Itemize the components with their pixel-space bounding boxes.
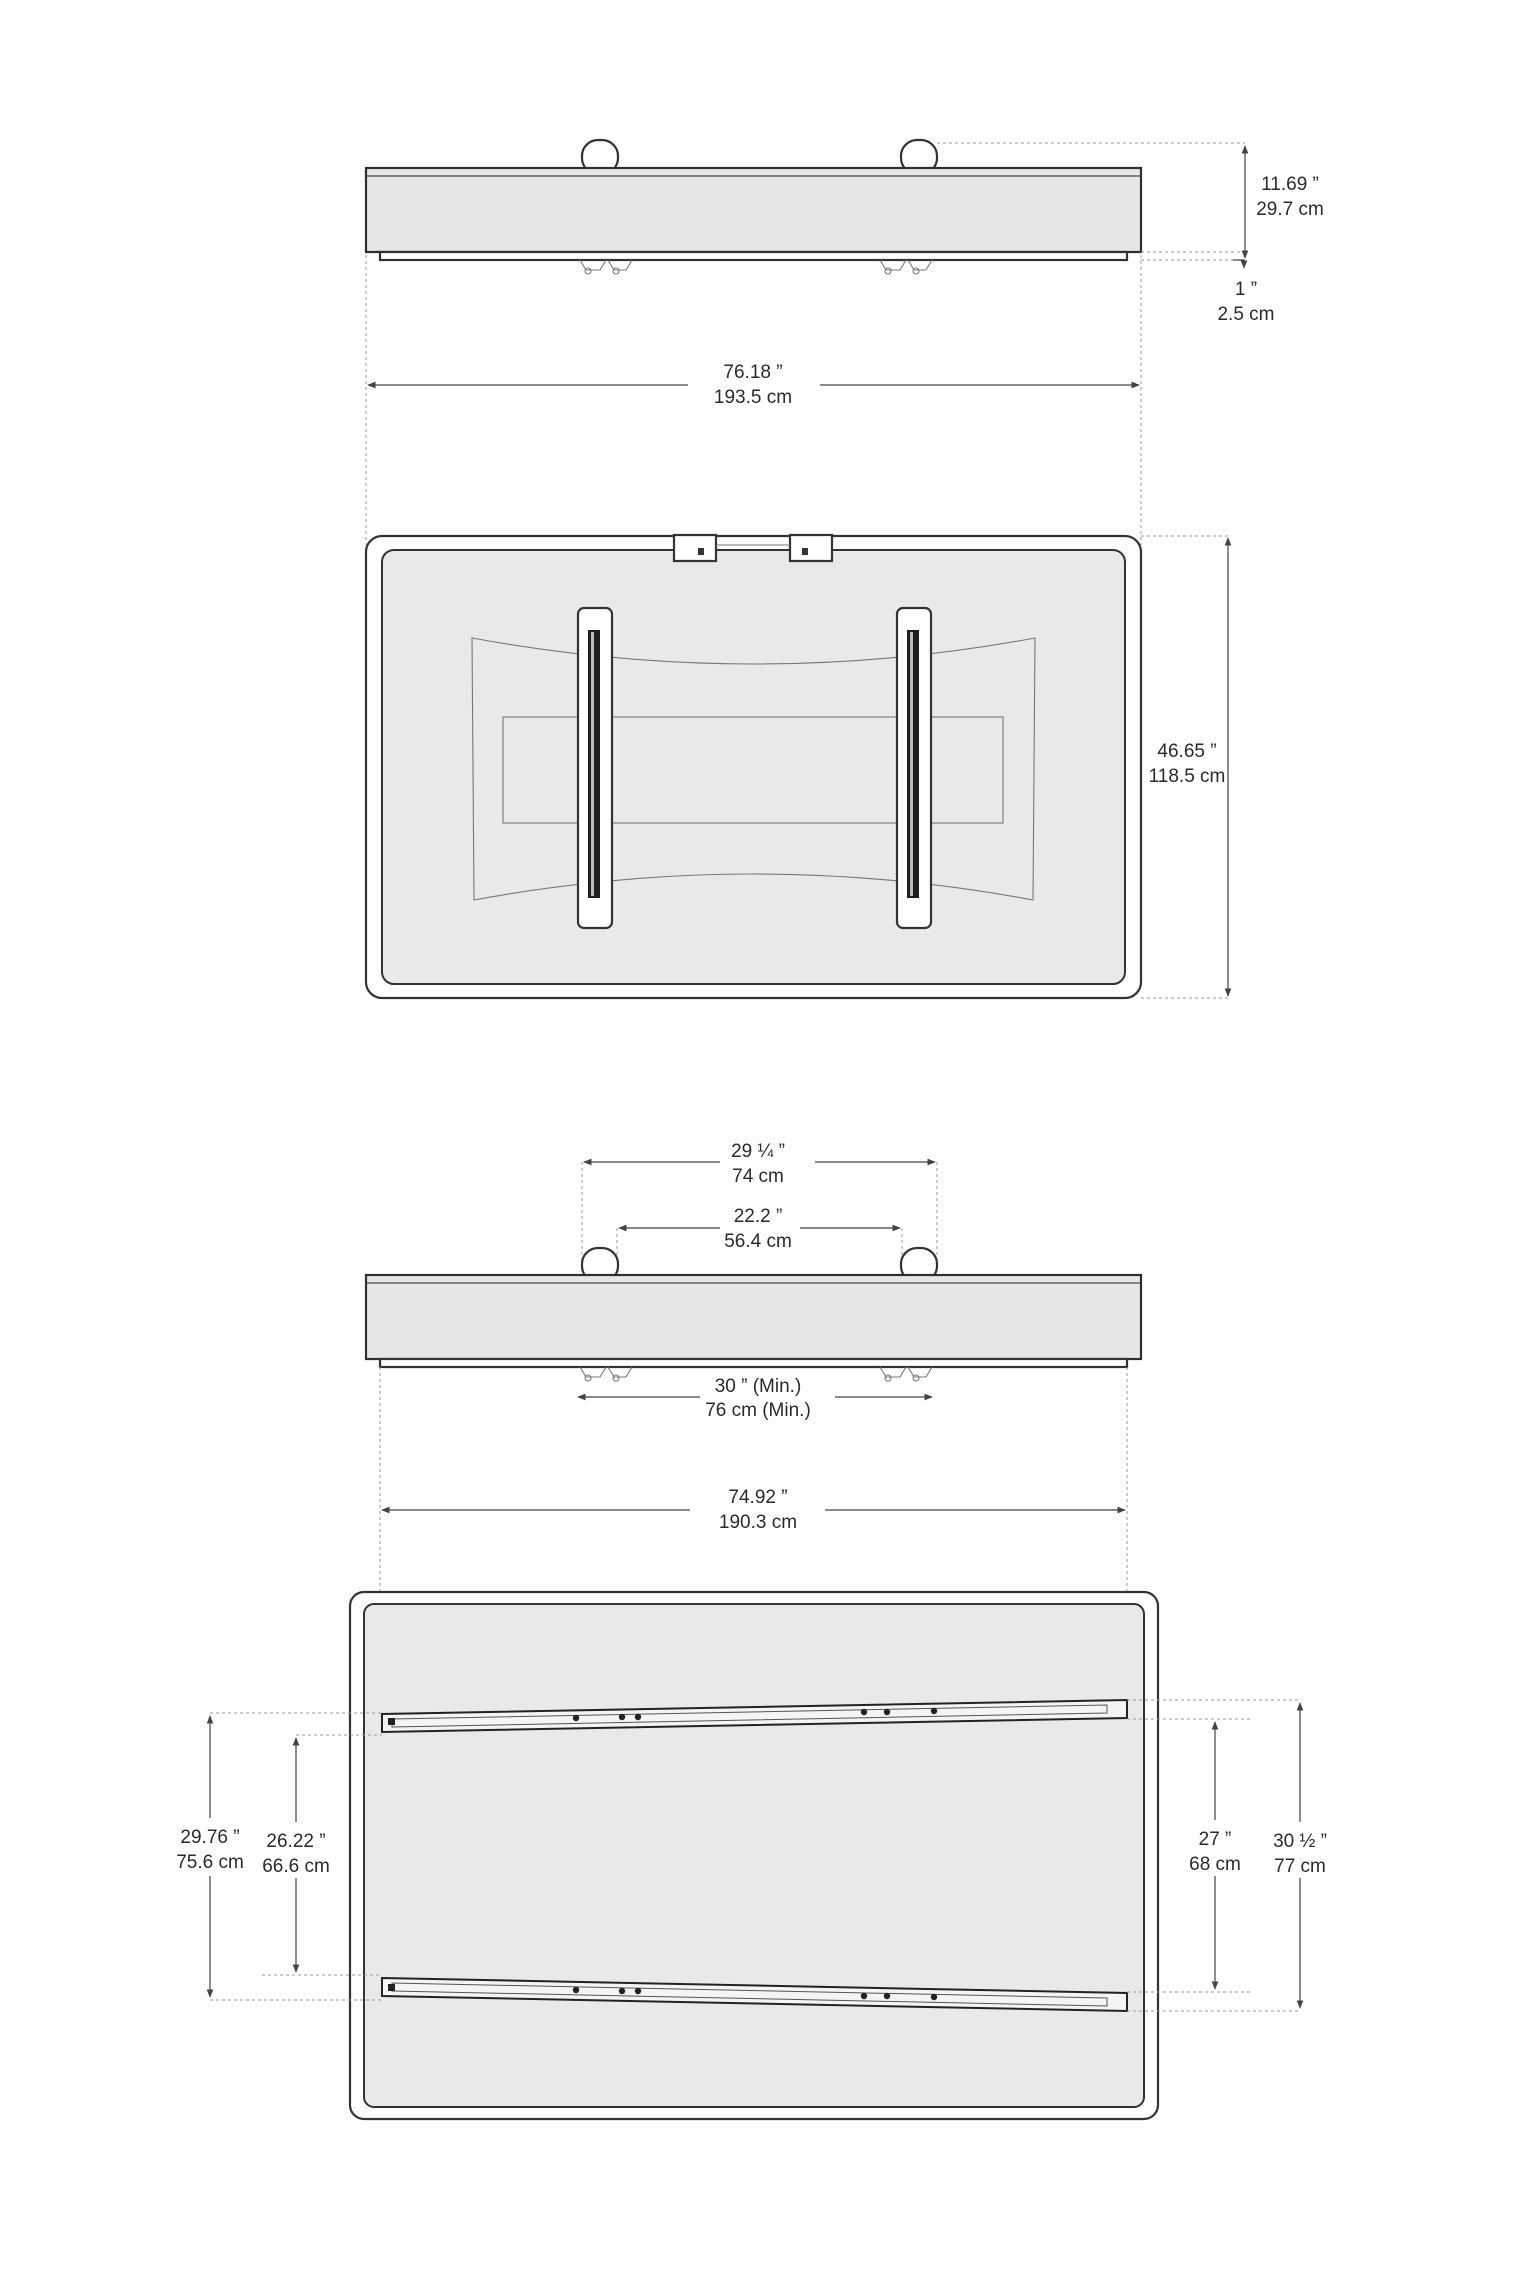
top-view <box>366 535 1230 998</box>
hinge-offset-cm-label: 2.5 cm <box>1217 304 1275 325</box>
base-plate <box>380 252 1127 260</box>
inner-length-in-label: 74.92 ” <box>728 1487 788 1508</box>
handle-inner-span-cm-label: 56.4 cm <box>724 1231 792 1252</box>
bracket-min-cm-label: 76 cm (Min.) <box>705 1400 811 1421</box>
rail-inner-right-cm-label: 68 cm <box>1189 1854 1241 1875</box>
hinge-tab-left <box>674 535 716 561</box>
rail-outer-right-in-label: 30 ½ ” <box>1273 1831 1327 1852</box>
device-panel-bottom <box>364 1604 1144 2107</box>
handle-outer-span-cm-label: 74 cm <box>732 1166 784 1187</box>
handle-outer-span-in-label: 29 ¼ ” <box>731 1141 785 1162</box>
overall-depth-cm-label: 118.5 cm <box>1148 766 1226 787</box>
bracket-right-2 <box>880 1367 932 1381</box>
inner-length-cm-label: 190.3 cm <box>718 1512 798 1533</box>
hinge-tab-right <box>790 535 832 561</box>
hinge-offset-in-label: 1 ” <box>1234 279 1258 300</box>
height-in-label: 11.69 ” <box>1261 174 1319 195</box>
bracket-left <box>580 260 632 274</box>
device-panel <box>382 550 1125 984</box>
handle-bar-left <box>578 608 612 928</box>
bracket-right <box>880 260 932 274</box>
rail-outer-right-cm-label: 77 cm <box>1274 1856 1326 1877</box>
rail-inner-left-cm-label: 66.6 cm <box>262 1856 330 1877</box>
height-cm-label: 29.7 cm <box>1256 199 1324 220</box>
device-body <box>366 168 1141 252</box>
bottom-view <box>170 1592 1340 2119</box>
base-plate-2 <box>380 1359 1127 1367</box>
bracket-min-in-label: 30 ” (Min.) <box>714 1376 802 1397</box>
rail-inner-right-in-label: 27 ” <box>1198 1829 1232 1850</box>
overall-length-cm-label: 193.5 cm <box>713 387 793 408</box>
bracket-left-2 <box>580 1367 632 1381</box>
rail-outer-left-in-label: 29.76 ” <box>180 1827 240 1848</box>
side-view-top <box>366 140 1324 545</box>
device-body-2 <box>366 1275 1141 1359</box>
overall-depth-in-label: 46.65 ” <box>1157 741 1217 762</box>
handle-inner-span-in-label: 22.2 ” <box>733 1206 783 1227</box>
overall-length-in-label: 76.18 ” <box>723 362 783 383</box>
rail-outer-left-cm-label: 75.6 cm <box>176 1852 244 1873</box>
rail-inner-left-in-label: 26.22 ” <box>266 1831 326 1852</box>
handle-bar-right <box>897 608 931 928</box>
